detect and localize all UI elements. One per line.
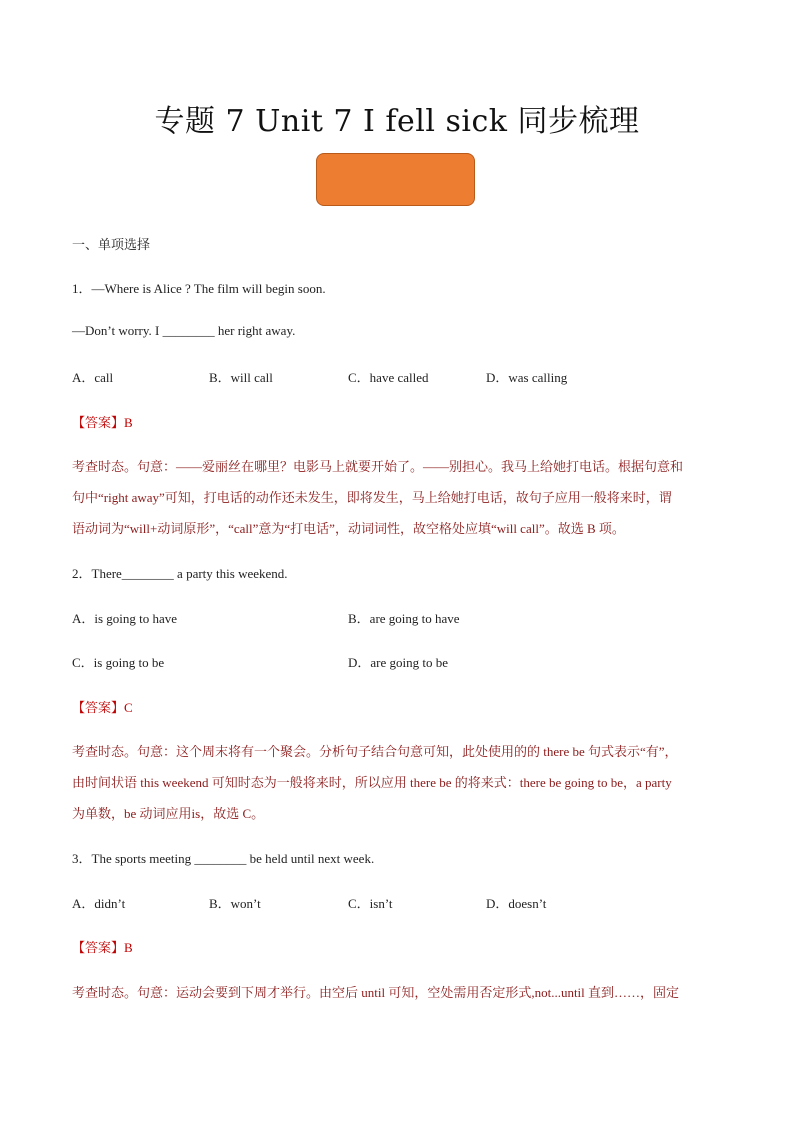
q2-explain-line-1: 考查时态。句意：这个周末将有一个聚会。分析句子结合句意可知，此处使用的的 there be 句式表示“有”， [72, 744, 678, 759]
q2-option-b: B．are going to have [348, 611, 460, 626]
q1-option-b: B．will call [209, 370, 273, 385]
question-2-line-1: 2．There________ a party this weekend. [72, 566, 288, 581]
q3-option-b: B．won’t [209, 896, 261, 911]
q1-explain-line-1: 考查时态。句意：——爱丽丝在哪里？电影马上就要开始了。——别担心。我马上给她打电话。根据句意和 [72, 459, 684, 474]
question-3-line-1: 3．The sports meeting ________ be held until next week. [72, 851, 375, 866]
q2-answer: 【答案】C [72, 700, 133, 715]
q2-option-c: C．is going to be [72, 655, 165, 670]
q1-explain-line-3: 语动词为“will+动词原形”，“call”意为“打电话”，动词词性，故空格处应填“will call”。故选 B 项。 [72, 521, 625, 536]
question-1-line-1: 1．—Where is Alice ? The film will begin soon. [72, 281, 326, 296]
q1-explain-line-2: 句中“right away”可知，打电话的动作还未发生，即将发生，马上给她打电话，故句子应用一般将来时，谓 [72, 490, 672, 505]
section-heading: 一、单项选择 [72, 237, 151, 252]
q2-explain-line-2: 由时间状语 this weekend 可知时态为一般将来时，所以应用 there be 的将来式：there be going to be，a party [72, 775, 672, 790]
q1-answer: 【答案】B [72, 415, 133, 430]
q3-explain-line-1: 考查时态。句意：运动会要到下周才举行。由空后 until 可知，空处需用否定形式,not...until 直到……，固定 [72, 985, 680, 1000]
q3-option-c: C．isn’t [348, 896, 393, 911]
q3-answer: 【答案】B [72, 940, 133, 955]
question-1-line-2: —Don’t worry. I ________ her right away. [72, 323, 296, 338]
q1-option-c: C．have called [348, 370, 429, 385]
q2-option-d: D．are going to be [348, 655, 449, 670]
q2-option-a: A．is going to have [72, 611, 178, 626]
q2-explain-line-3: 为单数，be 动词应用is，故选 C。 [72, 806, 265, 821]
orange-banner [316, 153, 475, 206]
q3-option-d: D．doesn’t [486, 896, 547, 911]
q3-option-a: A．didn’t [72, 896, 126, 911]
q1-option-a: A．call [72, 370, 114, 385]
page-title: 专题 7 Unit 7 I fell sick 同步梳理 [154, 104, 640, 139]
q1-option-d: D．was calling [486, 370, 568, 385]
